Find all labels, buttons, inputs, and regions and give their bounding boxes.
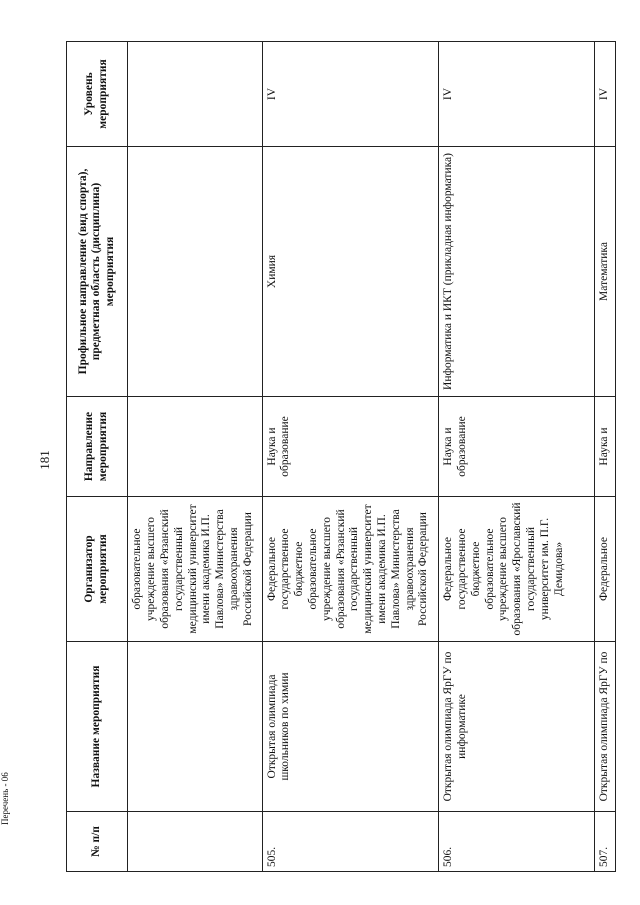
cell-direction: Наука и образование: [439, 397, 595, 497]
table-row: [439, 42, 595, 872]
header-organizer: Организатор мероприятия: [67, 497, 128, 642]
cell-subject: Информатика и ИКТ (прикладная информатика): [439, 147, 595, 397]
table-row: [262, 42, 439, 872]
cell-number: [128, 812, 262, 872]
header-subject: Профильное направление (вид спорта), предметная область (дисциплина) мероприятия: [67, 147, 128, 397]
cell-organizer: Федеральное государственное бюджетное образовательное учреждение высшего образования «Ярославский государственный университет им. П.Г. Демидова»: [439, 497, 595, 642]
cell-direction: Наука и образование: [262, 397, 439, 497]
footer-label: Перечень - 06: [0, 772, 10, 825]
page-number: 181: [37, 450, 52, 470]
cell-number: 507.: [594, 812, 615, 872]
header-level: Уровень мероприятия: [67, 42, 128, 147]
cell-event-name: Открытая олимпиада ЯрГУ по: [594, 642, 615, 812]
cell-event-name: Открытая олимпиада школьников по химии: [262, 642, 439, 812]
cell-direction: [128, 397, 262, 497]
header-direction: Направление мероприятия: [67, 397, 128, 497]
cell-event-name: Открытая олимпиада ЯрГУ по информатике: [439, 642, 595, 812]
cell-subject: Математика: [594, 147, 615, 397]
table-header-row: [67, 42, 128, 872]
events-table: [66, 41, 616, 872]
cell-level: IV: [262, 42, 439, 147]
cell-organizer: Федеральное: [594, 497, 615, 642]
cell-direction: Наука и: [594, 397, 615, 497]
cell-level: [128, 42, 262, 147]
cell-organizer: Федеральное государственное бюджетное образовательное учреждение высшего образования «Рязанский государственный медицинский университет имени академика И.П. Павлова» Министерства здравоохранения Российской Федерации: [262, 497, 439, 642]
cell-event-name: [128, 642, 262, 812]
cell-level: IV: [594, 42, 615, 147]
cell-level: IV: [439, 42, 595, 147]
table-row-continuation: [128, 42, 262, 872]
rotated-table-container: [66, 42, 616, 872]
cell-subject: [128, 147, 262, 397]
header-number: № п/п: [67, 812, 128, 872]
table-row: [594, 42, 615, 872]
cell-organizer: образовательное учреждение высшего образования «Рязанский государственный медицинский университет имени академика И.П. Павлова» Министерства здравоохранения Российской Федерации: [128, 497, 262, 642]
cell-number: 505.: [262, 812, 439, 872]
cell-subject: Химия: [262, 147, 439, 397]
header-event-name: Название мероприятия: [67, 642, 128, 812]
cell-number: 506.: [439, 812, 595, 872]
